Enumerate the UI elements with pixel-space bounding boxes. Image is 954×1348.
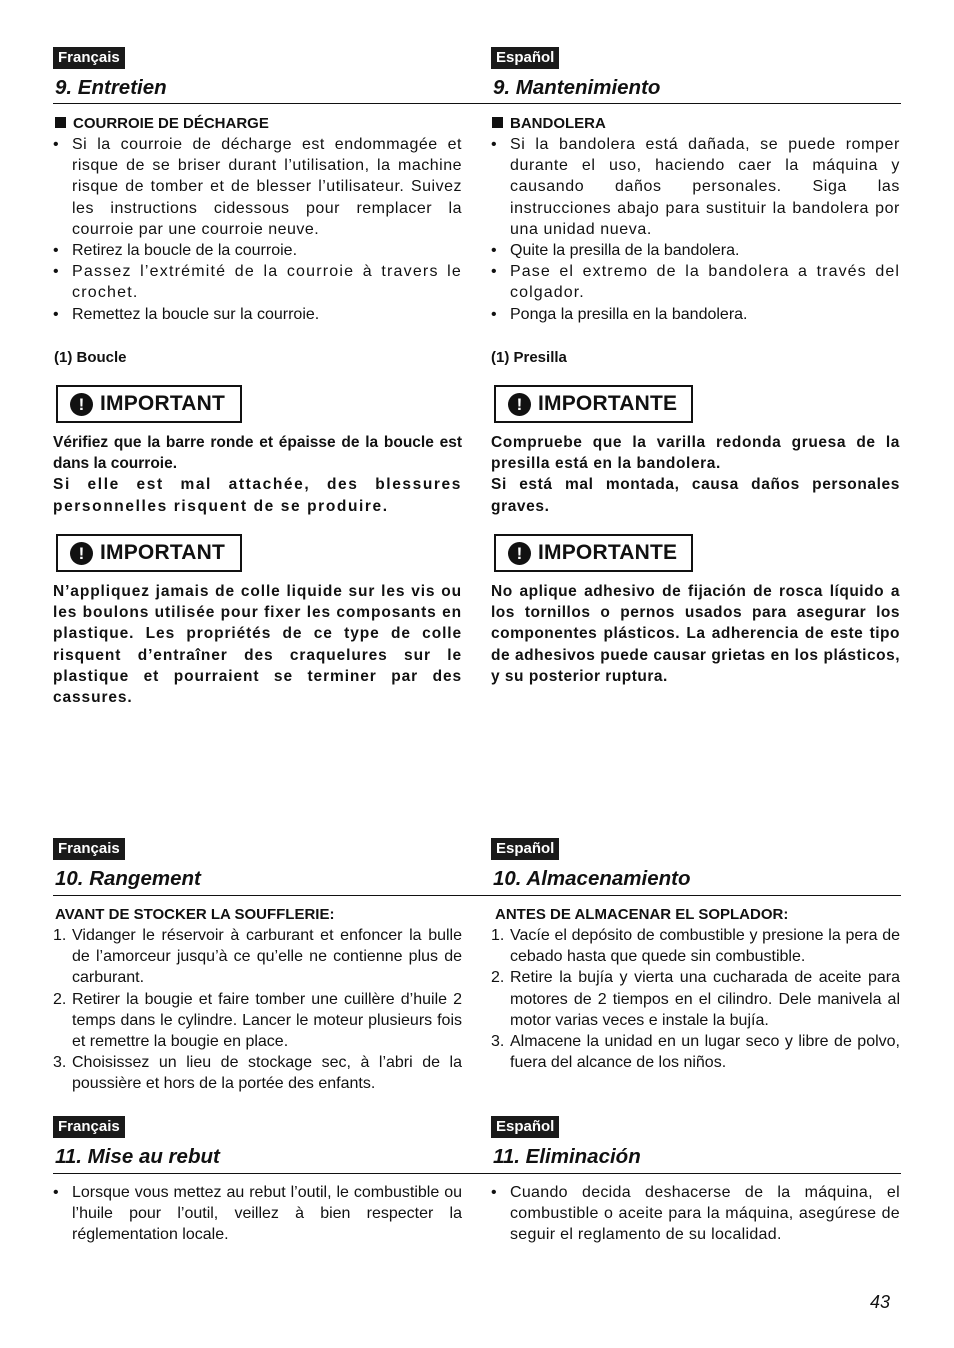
- disposal-text-es: [491, 1182, 900, 1246]
- list-item: • Si la courroie de décharge est endommagée et risque de se briser durant l’utilisation, la machine risque de tomber et de blesser l’utilisateur. Suivez les instructions cidessous pour remplacer la courroie par une courroie neuve.: [53, 134, 462, 240]
- section-9-title-es: 9. Mantenimiento: [493, 76, 661, 99]
- list-item: • Retirez la boucle de la courroie.: [53, 240, 462, 261]
- list-item: • Ponga la presilla en la bandolera.: [491, 304, 900, 325]
- important-label: IMPORTANT: [100, 392, 226, 415]
- section-10-divider: [53, 895, 901, 896]
- list-item: 2. Retirer la bougie et faire tomber une cuillère d’huile 2 temps dans le cylindre. Lancer le moteur plusieurs fois et remettre la bougie en place.: [53, 990, 462, 1051]
- language-label-es: Español: [491, 838, 559, 860]
- maintenance-steps-fr: [53, 134, 462, 325]
- list-item: • Si la bandolera está dañada, se puede romper durante el uso, haciendo caer la máquina y causando daños personales. Siga las instrucciones abajo para sustituir la bandolera por una unidad nueva.: [491, 134, 900, 240]
- important-notice-fr-1: [56, 385, 242, 423]
- important-text-es-2: No aplique adhesivo de fijación de rosca líquido a los tornillos o pernos usados para asegurar los componentes plásticos. La adherencia de este tipo de adhesivos puede causar grietas en los plásticos, y su posterior ruptura.: [491, 583, 900, 685]
- subsection-heading-fr: COURROIE DE DÉCHARGE: [55, 113, 269, 134]
- section-9-divider: [53, 103, 901, 104]
- figure-label-fr: (1) Boucle: [54, 349, 127, 366]
- exclamation-icon: !: [508, 393, 531, 416]
- important-label: IMPORTANT: [100, 541, 226, 564]
- language-label-fr: Français: [53, 838, 125, 860]
- important-label: IMPORTANTE: [538, 392, 678, 415]
- important-text-fr-2: N’appliquez jamais de colle liquide sur les vis ou les boulons utilisée pour fixer les composants en plastique. Les propriétés de ce type de colle risquent d’entraîner des craquelures sur le plastique et pourraient se terminer par des cassures.: [53, 583, 462, 707]
- language-label-es: Español: [491, 1116, 559, 1138]
- section-10-title-fr: 10. Rangement: [55, 867, 201, 890]
- section-11-title-fr: 11. Mise au rebut: [55, 1145, 220, 1168]
- list-item: • Lorsque vous mettez au rebut l’outil, le combustible ou l’huile pour l’outil, veillez à bien respecter la réglementation locale.: [53, 1182, 462, 1246]
- section-11-divider: [53, 1173, 901, 1174]
- maintenance-steps-es: [491, 134, 900, 325]
- list-item: 1. Vidanger le réservoir à carburant et enfoncer la bulle de l’amorceur jusqu’à ce qu’elle ne contienne plus de carburant.: [53, 927, 462, 987]
- important-text-line: Compruebe que la varilla redonda gruesa de la presilla está en la bandolera.: [491, 434, 900, 473]
- list-item: • Quite la presilla de la bandolera.: [491, 240, 900, 261]
- important-text-line: Si está mal montada, causa daños personales graves.: [491, 476, 900, 515]
- exclamation-icon: !: [508, 542, 531, 565]
- list-item: • Remettez la boucle sur la courroie.: [53, 304, 462, 325]
- important-text-es-1: [491, 432, 900, 517]
- list-item: 3. Choisissez un lieu de stockage sec, à l’abri de la poussière et hors de la portée des enfants.: [53, 1054, 462, 1093]
- section-9-title-fr: 9. Entretien: [55, 76, 167, 99]
- section-10-title-es: 10. Almacenamiento: [493, 867, 691, 890]
- storage-steps-fr: [53, 925, 462, 1095]
- section-11-title-es: 11. Eliminación: [493, 1145, 641, 1168]
- page-number: 43: [870, 1292, 891, 1312]
- list-item: 3. Almacene la unidad en un lugar seco y libre de polvo, fuera del alcance de los niños.: [491, 1033, 900, 1072]
- important-notice-es-2: [494, 534, 693, 572]
- list-item: • Pase el extremo de la bandolera a través del colgador.: [491, 261, 900, 303]
- important-notice-fr-2: [56, 534, 242, 572]
- exclamation-icon: !: [70, 542, 93, 565]
- list-item: • Passez l’extrémité de la courroie à travers le crochet.: [53, 261, 462, 303]
- list-item: • Cuando decida deshacerse de la máquina, el combustible o aceite para la máquina, asegúrese de seguir el reglamento de su localidad.: [491, 1182, 900, 1246]
- important-text-line: Vérifiez que la barre ronde et épaisse de la boucle est dans la courroie.: [53, 434, 462, 473]
- important-text-line: Si elle est mal attachée, des blessures personnelles risquent de se produire.: [53, 476, 462, 515]
- subsection-heading-es: BANDOLERA: [492, 113, 606, 134]
- square-bullet-icon: [55, 117, 66, 128]
- important-text-fr-1: [53, 432, 462, 517]
- important-notice-es-1: [494, 385, 693, 423]
- storage-heading-es: ANTES DE ALMACENAR EL SOPLADOR:: [495, 906, 789, 923]
- language-label-es: Español: [491, 47, 559, 69]
- exclamation-icon: !: [70, 393, 93, 416]
- important-label: IMPORTANTE: [538, 541, 678, 564]
- figure-label-es: (1) Presilla: [491, 349, 567, 366]
- storage-heading-fr: AVANT DE STOCKER LA SOUFFLERIE:: [55, 906, 335, 923]
- language-label-fr: Français: [53, 47, 125, 69]
- list-item: 2. Retire la bujía y vierta una cucharada de aceite para motores de 2 tiempos en el cilindro. Dele manivela al motor varias veces e instale la bujía.: [491, 969, 900, 1029]
- disposal-text-fr: [53, 1182, 462, 1246]
- storage-steps-es: [491, 925, 900, 1073]
- list-item: 1. Vacíe el depósito de combustible y presione la pera de cebado hasta que quede sin combustible.: [491, 927, 900, 966]
- language-label-fr: Français: [53, 1116, 125, 1138]
- square-bullet-icon: [492, 117, 503, 128]
